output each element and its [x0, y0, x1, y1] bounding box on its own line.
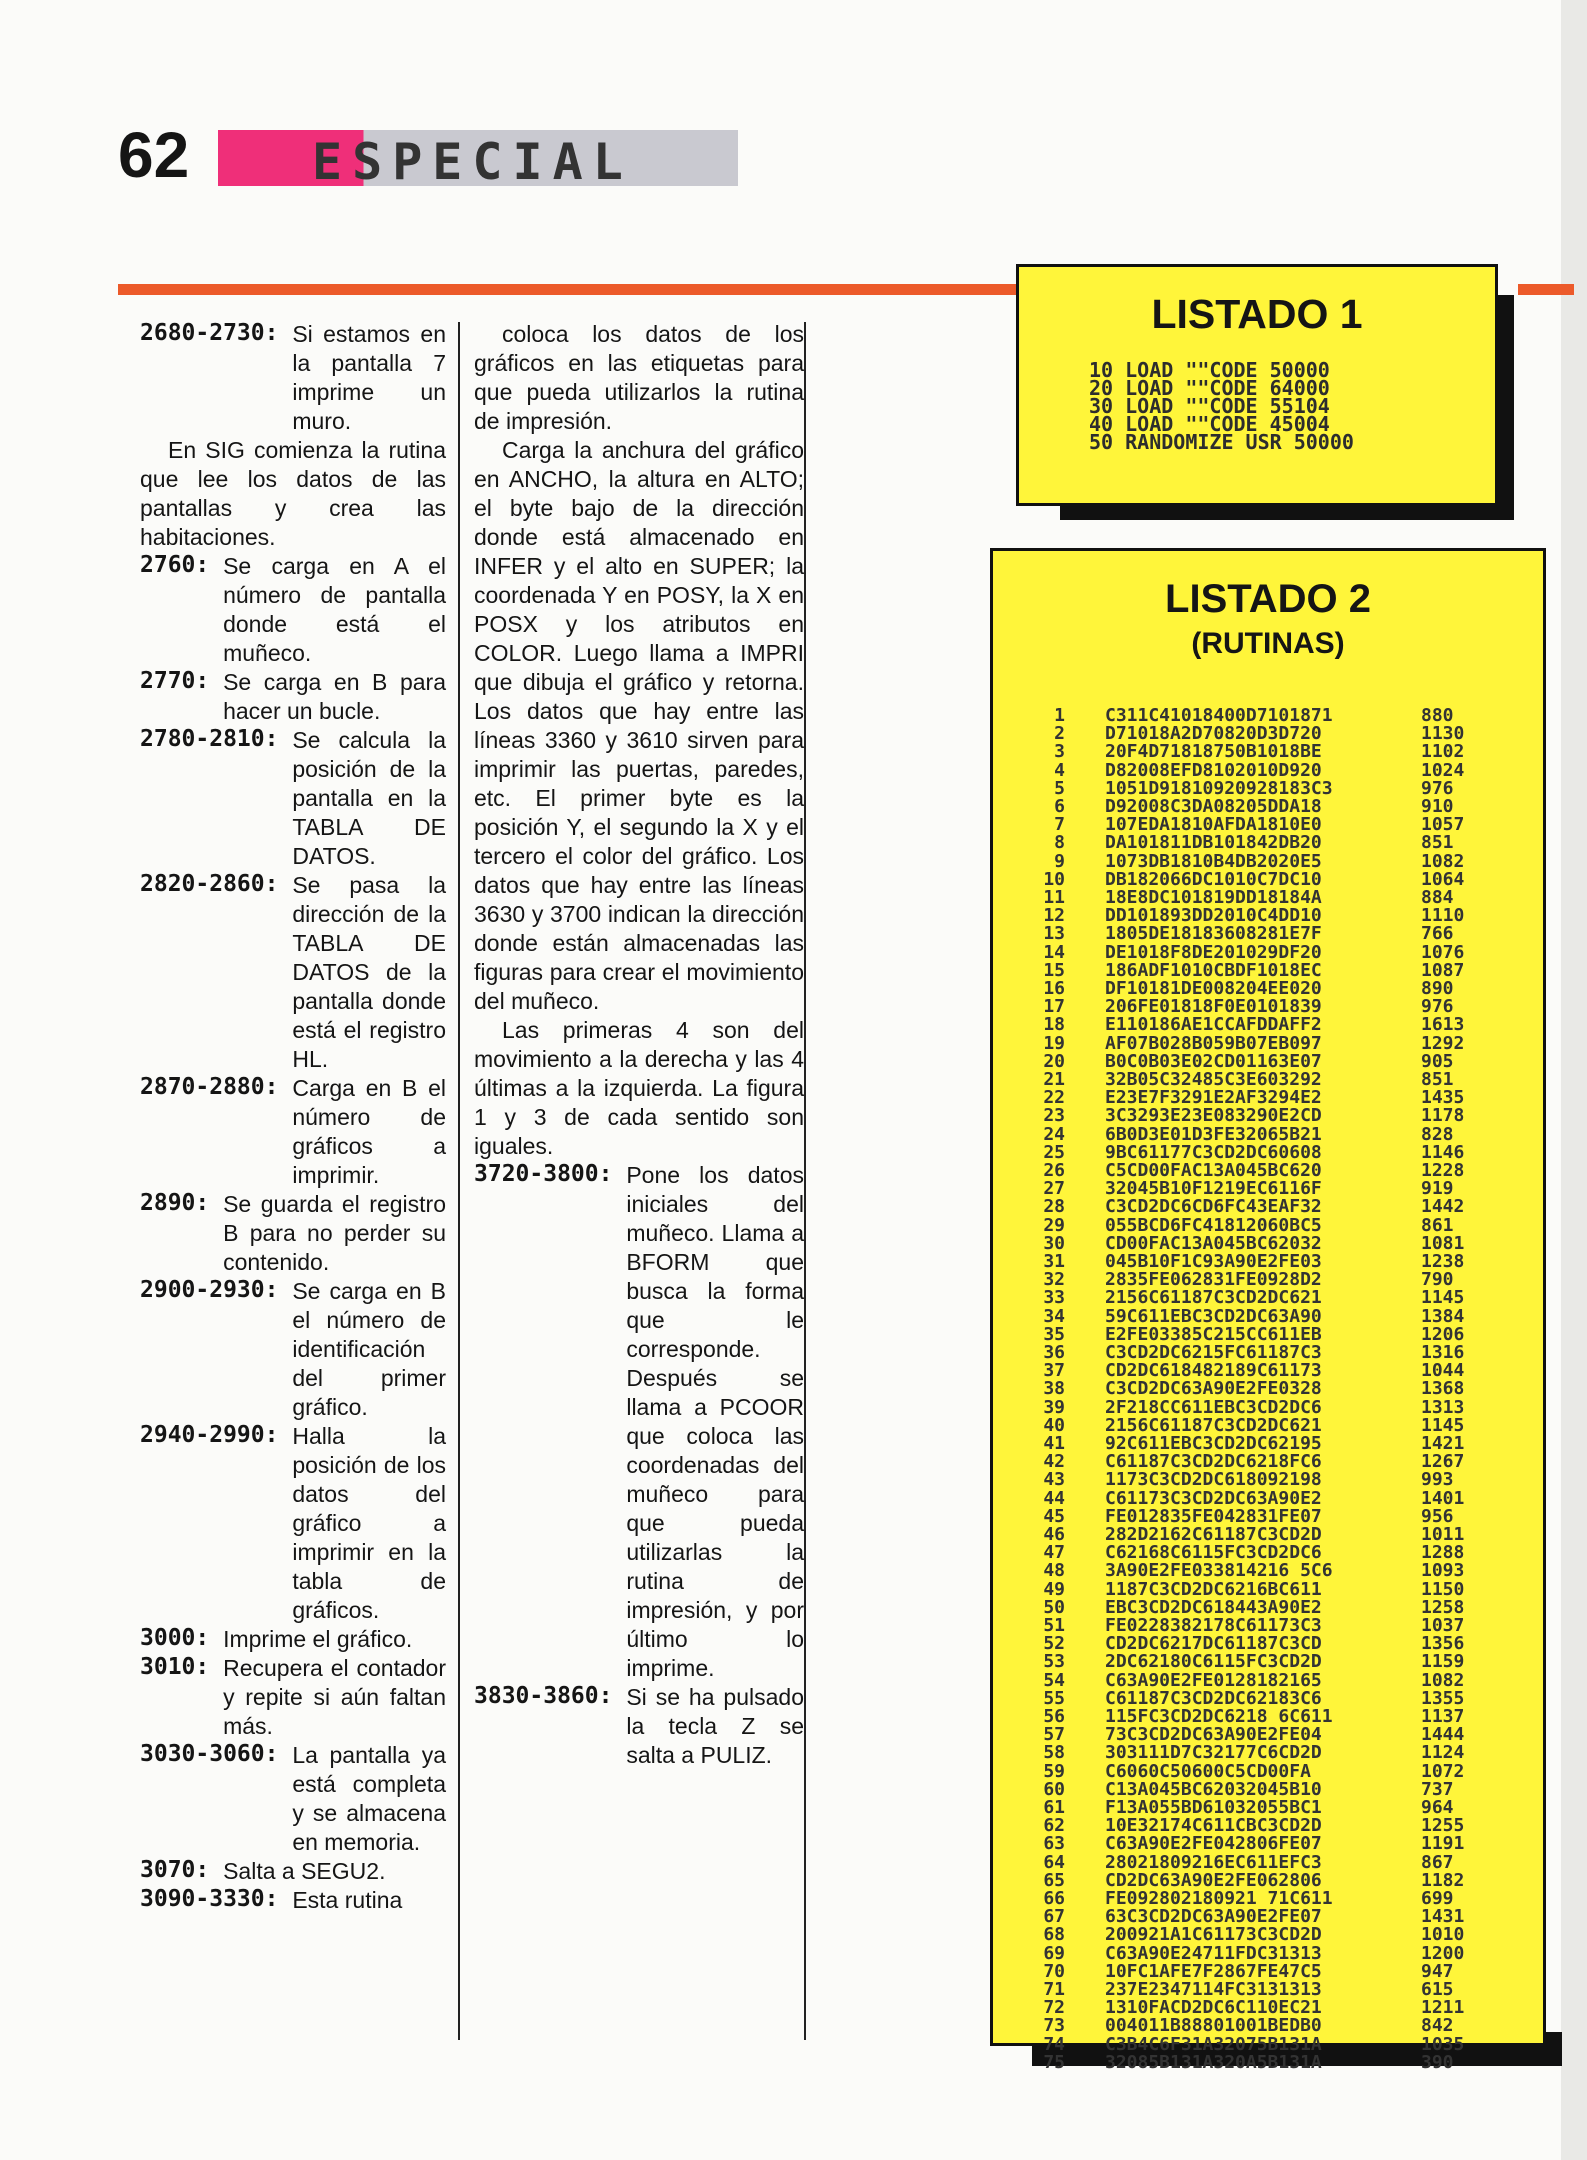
code-hex: DD101893DD2010C4DD10: [1105, 905, 1322, 927]
code-line-number: 70: [1043, 1960, 1065, 1982]
code-hex: C6060C50600C5CD00FA: [1105, 1760, 1311, 1782]
line-ref: 2760:: [140, 552, 224, 578]
code-checksum: 766: [1421, 923, 1454, 945]
code-checksum: 1011: [1421, 1524, 1465, 1545]
code-checksum: 1435: [1421, 1087, 1465, 1109]
code-line-number: 64: [1043, 1851, 1065, 1873]
code-line-number: 40: [1043, 1414, 1065, 1436]
line-desc: Se calcula la posición de la pantalla en la TABLA DE DATOS.: [292, 727, 446, 869]
code-hex: 1073DB1810B4DB2020E5: [1105, 850, 1322, 872]
line-entry: [140, 1886, 446, 1915]
code-line-number: 19: [1043, 1032, 1065, 1054]
code-checksum: 1035: [1421, 2033, 1465, 2055]
code-checksum: 1238: [1421, 1251, 1465, 1272]
line-desc: Pone los datos iniciales del muñeco. Llama a BFORM que busca la forma que le corresponde. Después se llama a PCOOR que coloca las coordenadas del muñeco para que pueda utilizarlas la rutina de impresión, y por último lo imprime.: [626, 1162, 804, 1681]
paragraph: coloca los datos de los gráficos en las etiquetas para que pueda utilizarlos la rutina de impresión.: [474, 321, 804, 434]
code-line-number: 35: [1043, 1323, 1065, 1345]
code-hex: C63A90E2FE0128182165: [1105, 1669, 1322, 1691]
line-ref: 3030-3060:: [140, 1741, 293, 1767]
line-entry: [140, 1625, 446, 1654]
code-hex: 004011B88801001BEDB0: [1105, 2015, 1322, 2037]
code-checksum: 1288: [1421, 1542, 1465, 1564]
code-checksum: 964: [1421, 1797, 1454, 1818]
code-line-number: 53: [1043, 1651, 1065, 1673]
code-hex: CD2DC6217DC61187C3CD: [1105, 1633, 1322, 1655]
code-line-number: 54: [1043, 1669, 1065, 1691]
code-line-number: 38: [1043, 1378, 1065, 1400]
code-hex: C311C41018400D7101871: [1105, 705, 1333, 726]
code-checksum: 851: [1421, 1069, 1454, 1090]
code-hex: 3C3293E23E083290E2CD: [1105, 1105, 1322, 1127]
code-hex: 10E32174C611CBC3CD2D: [1105, 1815, 1322, 1837]
code-line-number: 69: [1043, 1942, 1065, 1964]
code-hex: D71018A2D70820D3D720: [1105, 723, 1322, 745]
code-hex: 2F218CC611EBC3CD2DC6: [1105, 1396, 1322, 1418]
code-line-number: 58: [1043, 1742, 1065, 1764]
line-ref: 2820-2860:: [140, 871, 293, 897]
code-hex: 055BCD6FC41812060BC5: [1105, 1214, 1322, 1236]
code-line-number: 37: [1043, 1360, 1065, 1382]
column-divider: [458, 322, 460, 2040]
code-line-number: 3: [1054, 741, 1065, 763]
code-hex: 28021809216EC611EFC3: [1105, 1851, 1322, 1873]
code-checksum: 390: [1421, 2051, 1454, 2073]
code-checksum: 1228: [1421, 1160, 1465, 1181]
code-hex: 115FC3CD2DC6218 6C611: [1105, 1706, 1333, 1727]
line-ref: 2940-2990:: [140, 1422, 293, 1448]
code-hex: C3B4C6F31A32075B131A: [1105, 2033, 1322, 2055]
line-desc: La pantalla ya está completa y se almacena en memoria.: [292, 1742, 446, 1855]
code-line-number: 42: [1043, 1451, 1065, 1473]
line-ref: 3830-3860:: [474, 1683, 627, 1709]
code-checksum: 1087: [1421, 959, 1465, 981]
code-checksum: 1211: [1421, 1997, 1465, 2019]
code-line-number: 36: [1043, 1342, 1065, 1363]
code-checksum: 976: [1421, 996, 1454, 1018]
code-hex: CD2DC618482189C61173: [1105, 1360, 1322, 1382]
code-checksum: 910: [1421, 796, 1454, 817]
code-line-number: 46: [1043, 1524, 1065, 1545]
line-desc: Se carga en A el número de pantalla donde está el muñeco.: [223, 553, 446, 666]
code-checksum: 905: [1421, 1050, 1454, 1072]
code-line-number: 25: [1043, 1141, 1065, 1163]
code-checksum: 1159: [1421, 1651, 1465, 1673]
code-hex: D92008C3DA08205DDA18: [1105, 796, 1322, 817]
code-checksum: 956: [1421, 1505, 1454, 1527]
code-line-number: 2: [1054, 723, 1065, 745]
code-checksum: 1130: [1421, 723, 1465, 745]
code-hex: 32B05C32485C3E603292: [1105, 1069, 1322, 1090]
code-checksum: 1356: [1421, 1633, 1465, 1655]
code-hex: 282D2162C61187C3CD2D: [1105, 1524, 1322, 1545]
code-checksum: 737: [1421, 1778, 1454, 1800]
code-checksum: 976: [1421, 777, 1454, 799]
code-line-number: 41: [1043, 1433, 1065, 1454]
line-ref: 2780-2810:: [140, 726, 293, 752]
code-line-number: 22: [1043, 1087, 1065, 1109]
code-checksum: 1076: [1421, 941, 1465, 963]
code-hex: 32085B131A320A5B131A: [1105, 2051, 1322, 2073]
code-line-number: 75: [1043, 2051, 1065, 2073]
line-desc: Se carga en B el número de identificación del primer gráfico.: [292, 1278, 446, 1420]
code-checksum: 1137: [1421, 1706, 1465, 1727]
code-hex: 237E2347114FC3131313: [1105, 1979, 1322, 2000]
line-ref: 2770:: [140, 668, 224, 694]
code-line-number: 51: [1043, 1615, 1065, 1636]
code-checksum: 867: [1421, 1851, 1454, 1873]
line-entry: [140, 1190, 446, 1277]
code-hex: 2DC62180C6115FC3CD2D: [1105, 1651, 1322, 1673]
code-checksum: 1082: [1421, 850, 1465, 872]
page-edge: [1561, 0, 1587, 2160]
code-line-number: 15: [1043, 959, 1065, 981]
code-line-number: 27: [1043, 1178, 1065, 1200]
code-hex: 2156C61187C3CD2DC621: [1105, 1414, 1322, 1436]
code-checksum: 1057: [1421, 814, 1465, 836]
code-line-number: 23: [1043, 1105, 1065, 1127]
line-entry: [140, 668, 446, 726]
article-column-2: [474, 320, 804, 2030]
code-hex: 2835FE062831FE0928D2: [1105, 1269, 1322, 1291]
code-checksum: 1024: [1421, 759, 1465, 781]
code-checksum: 1316: [1421, 1342, 1465, 1363]
code-line-number: 8: [1054, 832, 1065, 854]
code-hex: 59C611EBC3CD2DC63A90: [1105, 1305, 1322, 1327]
code-checksum: 1082: [1421, 1669, 1465, 1691]
code-checksum: 1072: [1421, 1760, 1465, 1782]
code-checksum: 884: [1421, 887, 1454, 908]
code-line-number: 63: [1043, 1833, 1065, 1855]
line-entry: [140, 726, 446, 871]
line-ref: 2900-2930:: [140, 1277, 293, 1303]
code-line-number: 7: [1054, 814, 1065, 836]
code-checksum: 1613: [1421, 1014, 1465, 1036]
code-hex: 20F4D71818750B1018BE: [1105, 741, 1322, 763]
code-line-number: 1: [1054, 705, 1065, 726]
code-hex: 186ADF1010CBDF1018EC: [1105, 959, 1322, 981]
code-hex: CD2DC63A90E2FE062806: [1105, 1869, 1322, 1891]
code-hex: DF10181DE008204EE020: [1105, 978, 1322, 999]
code-line-number: 48: [1043, 1560, 1065, 1582]
line-desc: Halla la posición de los datos del gráfico a imprimir en la tabla de gráficos.: [292, 1423, 446, 1623]
code-line-number: 39: [1043, 1396, 1065, 1418]
listado1-code: 10 LOAD ""CODE 50000 20 LOAD ""CODE 64000 30 LOAD ""CODE 55104 40 LOAD ""CODE 45004 50 RANDOMIZE USR 50000: [1089, 358, 1354, 454]
code-checksum: 890: [1421, 978, 1454, 999]
code-checksum: 615: [1421, 1979, 1454, 2000]
code-hex: 3A90E2FE033814216 5C6: [1105, 1560, 1333, 1582]
line-ref: 3090-3330:: [140, 1886, 293, 1912]
code-line-number: 52: [1043, 1633, 1065, 1655]
code-hex: FE092802180921 71C611: [1105, 1888, 1333, 1909]
line-desc: Carga en B el número de gráficos a imprimir.: [292, 1075, 446, 1188]
code-checksum: 1313: [1421, 1396, 1465, 1418]
code-hex: EBC3CD2DC618443A90E2: [1105, 1596, 1322, 1618]
line-desc: Salta a SEGU2.: [223, 1858, 386, 1884]
code-checksum: 1110: [1421, 905, 1465, 927]
code-hex: 63C3CD2DC63A90E2FE07: [1105, 1906, 1322, 1928]
code-line-number: 57: [1043, 1724, 1065, 1746]
code-checksum: 1384: [1421, 1305, 1465, 1327]
code-line-number: 21: [1043, 1069, 1065, 1090]
code-checksum: 1401: [1421, 1487, 1465, 1509]
code-line-number: 29: [1043, 1214, 1065, 1236]
code-hex: 200921A1C61173C3CD2D: [1105, 1924, 1322, 1946]
code-hex: C61187C3CD2DC6218FC6: [1105, 1451, 1322, 1473]
code-line-number: 14: [1043, 941, 1065, 963]
code-checksum: 1037: [1421, 1615, 1465, 1636]
line-desc: Se carga en B para hacer un bucle.: [223, 669, 446, 724]
code-checksum: 1081: [1421, 1232, 1465, 1254]
code-hex: 1805DE18183608281E7F: [1105, 923, 1322, 945]
code-line-number: 18: [1043, 1014, 1065, 1036]
line-desc: Recupera el contador y repite si aún faltan más.: [223, 1655, 446, 1739]
code-hex: AF07B028B059B07EB097: [1105, 1032, 1322, 1054]
code-line-number: 71: [1043, 1979, 1065, 2000]
code-hex: 1051D91810920928183C3: [1105, 777, 1333, 799]
line-desc: Si se ha pulsado la tecla Z se salta a PULIZ.: [626, 1684, 804, 1768]
line-entry: [474, 1683, 804, 1770]
code-checksum: 947: [1421, 1960, 1454, 1982]
paragraph: En SIG comienza la rutina que lee los datos de las pantallas y crea las habitaciones.: [140, 437, 446, 550]
code-checksum: 1267: [1421, 1451, 1465, 1473]
code-hex: FE0228382178C61173C3: [1105, 1615, 1322, 1636]
code-hex: 73C3CD2DC63A90E2FE04: [1105, 1724, 1322, 1746]
code-hex: 6B0D3E01D3FE32065B21: [1105, 1123, 1322, 1145]
code-checksum: 1145: [1421, 1414, 1465, 1436]
code-line-number: 72: [1043, 1997, 1065, 2019]
code-hex: C61173C3CD2DC63A90E2: [1105, 1487, 1322, 1509]
code-hex: 1310FACD2DC6C110EC21: [1105, 1997, 1322, 2019]
code-line-number: 50: [1043, 1596, 1065, 1618]
code-hex: F13A055BD61032055BC1: [1105, 1797, 1322, 1818]
code-hex: DE1018F8DE201029DF20: [1105, 941, 1322, 963]
code-checksum: 1182: [1421, 1869, 1465, 1891]
line-entry: [140, 1074, 446, 1190]
code-line-number: 11: [1043, 887, 1065, 908]
code-line-number: 67: [1043, 1906, 1065, 1928]
code-hex: C63A90E2FE042806FE07: [1105, 1833, 1322, 1855]
code-hex: DA101811DB101842DB20: [1105, 832, 1322, 854]
line-ref: 3000:: [140, 1625, 224, 1651]
code-checksum: 851: [1421, 832, 1454, 854]
code-checksum: 1093: [1421, 1560, 1465, 1582]
code-hex: C61187C3CD2DC62183C6: [1105, 1687, 1322, 1709]
code-checksum: 993: [1421, 1469, 1454, 1491]
code-line-number: 65: [1043, 1869, 1065, 1891]
code-line-number: 28: [1043, 1196, 1065, 1218]
code-hex: C3CD2DC6CD6FC43EAF32: [1105, 1196, 1322, 1218]
code-hex: DB182066DC1010C7DC10: [1105, 868, 1322, 890]
line-ref: 2870-2880:: [140, 1074, 293, 1100]
code-checksum: 1178: [1421, 1105, 1465, 1127]
code-line-number: 4: [1054, 759, 1065, 781]
code-hex: 10FC1AFE7F2867FE47C5: [1105, 1960, 1322, 1982]
code-line-number: 20: [1043, 1050, 1065, 1072]
code-line-number: 60: [1043, 1778, 1065, 1800]
listado2-subtitle: (RUTINAS): [1191, 627, 1345, 660]
line-entry: [140, 320, 446, 436]
code-checksum: 1010: [1421, 1924, 1465, 1946]
code-line-number: 55: [1043, 1687, 1065, 1709]
code-checksum: 1355: [1421, 1687, 1465, 1709]
code-checksum: 1191: [1421, 1833, 1465, 1855]
header-rule-right: [1518, 284, 1574, 295]
line-entry: [140, 871, 446, 1074]
code-hex: C13A045BC62032045B10: [1105, 1778, 1322, 1800]
code-line-number: 12: [1043, 905, 1065, 927]
code-hex: 32045B10F1219EC6116F: [1105, 1178, 1322, 1200]
code-checksum: 861: [1421, 1214, 1454, 1236]
code-hex: D82008EFD8102010D920: [1105, 759, 1322, 781]
code-checksum: 1368: [1421, 1378, 1465, 1400]
code-hex: 303111D7C32177C6CD2D: [1105, 1742, 1322, 1764]
code-checksum: 1258: [1421, 1596, 1465, 1618]
line-ref: 3070:: [140, 1857, 224, 1883]
code-line-number: 73: [1043, 2015, 1065, 2037]
line-desc: Se pasa la dirección de la TABLA DE DATOS de la pantalla donde está el registro HL.: [292, 872, 446, 1072]
code-line-number: 61: [1043, 1797, 1065, 1818]
code-line-number: 10: [1043, 868, 1065, 890]
code-line-number: 62: [1043, 1815, 1065, 1837]
code-hex: E2FE03385C215CC611EB: [1105, 1323, 1322, 1345]
code-checksum: 1124: [1421, 1742, 1465, 1764]
code-hex: 206FE01818F0E0101839: [1105, 996, 1322, 1018]
line-entry: [140, 1741, 446, 1857]
line-ref: 3720-3800:: [474, 1161, 627, 1187]
code-line-number: 66: [1043, 1888, 1065, 1909]
code-line-number: 68: [1043, 1924, 1065, 1946]
line-entry: [140, 1277, 446, 1422]
code-hex: C63A90E24711FDC31313: [1105, 1942, 1322, 1964]
code-checksum: 842: [1421, 2015, 1454, 2037]
code-hex: C3CD2DC6215FC61187C3: [1105, 1342, 1322, 1363]
listado2-title: LISTADO 2: [1165, 577, 1371, 621]
code-hex: E110186AE1CCAFDDAFF2: [1105, 1014, 1322, 1036]
code-line-number: 34: [1043, 1305, 1065, 1327]
listado1-box: [1016, 264, 1498, 506]
line-entry: [140, 552, 446, 668]
code-hex: 1173C3CD2DC618092198: [1105, 1469, 1322, 1491]
code-hex: 1187C3CD2DC6216BC611: [1105, 1578, 1322, 1600]
code-line-number: 9: [1054, 850, 1065, 872]
line-ref: 2680-2730:: [140, 320, 293, 346]
paragraph: Carga la anchura del gráfico en ANCHO, la altura en ALTO; el byte bajo de la dirección donde está almacenado en INFER y el alto en SUPER; la coordenada Y en POSY, la X en POSX y los atributos en COLOR. Luego llama a IMPRI que dibuja el gráfico y retorna. Los datos que hay entre las líneas 3360 y 3610 sirven para imprimir las puertas, paredes, etc. El primer byte es la posición Y, el segundo la X y el tercero el color del gráfico. Los datos que hay entre las líneas 3630 y 3700 indican la dirección donde están almacenadas las figuras para crear el movimiento del muñeco.: [474, 437, 804, 1014]
code-line-number: 43: [1043, 1469, 1065, 1491]
line-ref: 2890:: [140, 1190, 224, 1216]
code-hex: 107EDA1810AFDA1810E0: [1105, 814, 1322, 836]
listado1-title: LISTADO 1: [1151, 291, 1363, 337]
code-line-number: 24: [1043, 1123, 1065, 1145]
code-line-number: 13: [1043, 923, 1065, 945]
code-hex: E23E7F3291E2AF3294E2: [1105, 1087, 1322, 1109]
code-hex: 045B10F1C93A90E2FE03: [1105, 1251, 1322, 1272]
code-checksum: 1064: [1421, 868, 1465, 890]
code-checksum: 880: [1421, 705, 1454, 726]
code-line-number: 49: [1043, 1578, 1065, 1600]
line-desc: Esta rutina: [292, 1887, 403, 1913]
code-hex: 92C611EBC3CD2DC62195: [1105, 1433, 1322, 1454]
line-entry: [140, 1422, 446, 1625]
code-checksum: 1255: [1421, 1815, 1465, 1837]
page-number: 62: [118, 119, 190, 191]
article-column-1: [140, 320, 446, 2030]
code-line-number: 33: [1043, 1287, 1065, 1309]
code-hex: FE012835FE042831FE07: [1105, 1505, 1322, 1527]
listado2-box: [990, 548, 1546, 2073]
code-line-number: 45: [1043, 1505, 1065, 1527]
code-hex: C62168C6115FC3CD2DC6: [1105, 1542, 1322, 1564]
code-line-number: 30: [1043, 1232, 1065, 1254]
code-line-number: 32: [1043, 1269, 1065, 1291]
code-checksum: 1206: [1421, 1323, 1465, 1345]
code-line-number: 31: [1043, 1251, 1065, 1272]
code-hex: CD00FAC13A045BC62032: [1105, 1232, 1322, 1254]
column-divider-2: [804, 322, 806, 2040]
code-checksum: 919: [1421, 1178, 1454, 1200]
code-checksum: 1292: [1421, 1032, 1465, 1054]
code-line-number: 47: [1043, 1542, 1065, 1564]
code-line-number: 6: [1054, 796, 1065, 817]
line-entry: [140, 1654, 446, 1741]
code-checksum: 1431: [1421, 1906, 1465, 1928]
code-checksum: 1044: [1421, 1360, 1465, 1382]
code-line-number: 17: [1043, 996, 1065, 1018]
code-hex: B0C0B03E02CD01163E07: [1105, 1050, 1322, 1072]
line-entry: [474, 1161, 804, 1683]
code-checksum: 1146: [1421, 1141, 1465, 1163]
line-entry: [140, 1857, 446, 1886]
code-checksum: 1200: [1421, 1942, 1465, 1964]
code-checksum: 1150: [1421, 1578, 1465, 1600]
code-checksum: 1444: [1421, 1724, 1465, 1746]
line-desc: Si estamos en la pantalla 7 imprime un muro.: [292, 321, 446, 434]
section-title: ESPECIAL: [312, 133, 633, 191]
code-line-number: 56: [1043, 1706, 1065, 1727]
code-hex: 9BC61177C3CD2DC60608: [1105, 1141, 1322, 1163]
line-desc: Se guarda el registro B para no perder su contenido.: [223, 1191, 446, 1275]
code-checksum: 1145: [1421, 1287, 1465, 1309]
code-checksum: 828: [1421, 1123, 1454, 1145]
code-line-number: 5: [1054, 777, 1065, 799]
code-hex: C5CD00FAC13A045BC620: [1105, 1160, 1322, 1181]
code-hex: C3CD2DC63A90E2FE0328: [1105, 1378, 1322, 1400]
code-checksum: 1102: [1421, 741, 1465, 763]
line-desc: Imprime el gráfico.: [223, 1626, 413, 1652]
code-line-number: 74: [1043, 2033, 1065, 2055]
paragraph: Las primeras 4 son del movimiento a la derecha y las 4 últimas a la izquierda. La figura 1 y 3 de cada sentido son iguales.: [474, 1017, 804, 1159]
code-line-number: 16: [1043, 978, 1065, 999]
header-rule: [118, 284, 1058, 295]
code-line-number: 26: [1043, 1160, 1065, 1181]
line-ref: 3010:: [140, 1654, 224, 1680]
code-checksum: 790: [1421, 1269, 1454, 1291]
code-line-number: 44: [1043, 1487, 1065, 1509]
code-checksum: 699: [1421, 1888, 1454, 1909]
code-line-number: 59: [1043, 1760, 1065, 1782]
code-checksum: 1442: [1421, 1196, 1465, 1218]
code-hex: 18E8DC101819DD18184A: [1105, 887, 1322, 908]
code-hex: 2156C61187C3CD2DC621: [1105, 1287, 1322, 1309]
code-checksum: 1421: [1421, 1433, 1465, 1454]
